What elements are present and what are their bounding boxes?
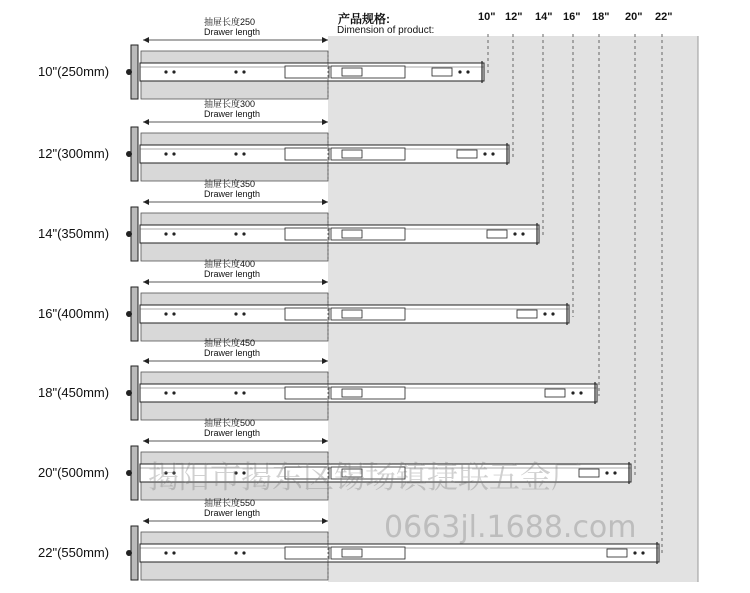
screw-hole-icon — [172, 312, 175, 315]
row-size-label: 10"(250mm) — [38, 64, 110, 79]
column-size-label: 12" — [505, 11, 523, 23]
arrow-left-icon — [143, 518, 149, 524]
drawer-length-label-cn: 抽屉长度450 — [204, 338, 256, 348]
screw-hole-icon — [242, 70, 245, 73]
screw-hole-icon — [242, 312, 245, 315]
screw-hole-icon — [613, 471, 616, 474]
drawer-length-label-en: Drawer length — [204, 109, 261, 119]
drawer-length-label-en: Drawer length — [204, 189, 261, 199]
bumper-icon — [126, 151, 132, 157]
bumper-icon — [126, 550, 132, 556]
screw-hole-icon — [234, 391, 237, 394]
arrow-right-icon — [322, 518, 328, 524]
bumper-icon — [126, 69, 132, 75]
screw-hole-icon — [571, 391, 574, 394]
drawer-length-label-en: Drawer length — [204, 508, 261, 518]
screw-hole-icon — [234, 551, 237, 554]
drawer-length-label-cn: 抽屉长度250 — [204, 17, 256, 27]
drawer-length-label-en: Drawer length — [204, 27, 261, 37]
bumper-icon — [126, 311, 132, 317]
slide-inner-member — [285, 387, 329, 399]
screw-hole-icon — [172, 152, 175, 155]
bumper-icon — [126, 231, 132, 237]
drawer-length-label-cn: 抽屉长度300 — [204, 99, 256, 109]
slide-inner-member — [285, 467, 329, 479]
screw-hole-icon — [164, 471, 167, 474]
screw-hole-icon — [234, 312, 237, 315]
screw-hole-icon — [164, 551, 167, 554]
slide-inner-member — [285, 547, 329, 559]
screw-hole-icon — [491, 152, 494, 155]
screw-hole-icon — [543, 312, 546, 315]
cabinet-wall — [131, 287, 138, 341]
arrow-left-icon — [143, 279, 149, 285]
product-dimension-title-cn: 产品规格: — [338, 12, 390, 26]
arrow-left-icon — [143, 199, 149, 205]
screw-hole-icon — [172, 232, 175, 235]
screw-hole-icon — [234, 232, 237, 235]
arrow-right-icon — [322, 438, 328, 444]
screw-hole-icon — [551, 312, 554, 315]
slide-inner-member — [285, 228, 329, 240]
drawer-length-label-en: Drawer length — [204, 269, 261, 279]
screw-hole-icon — [513, 232, 516, 235]
screw-hole-icon — [633, 551, 636, 554]
screw-hole-icon — [172, 471, 175, 474]
cabinet-wall — [131, 127, 138, 181]
cabinet-wall — [131, 207, 138, 261]
drawer-length-label-cn: 抽屉长度400 — [204, 259, 256, 269]
drawer-length-label-cn: 抽屉长度500 — [204, 418, 256, 428]
row-size-label: 16"(400mm) — [38, 306, 110, 321]
slide-inner-member — [285, 66, 329, 78]
slide-inner-member — [285, 308, 329, 320]
screw-hole-icon — [242, 391, 245, 394]
cabinet-wall — [131, 45, 138, 99]
arrow-left-icon — [143, 438, 149, 444]
screw-hole-icon — [164, 70, 167, 73]
screw-hole-icon — [579, 391, 582, 394]
arrow-right-icon — [322, 119, 328, 125]
drawer-length-label-cn: 抽屉长度550 — [204, 498, 256, 508]
screw-hole-icon — [172, 70, 175, 73]
screw-hole-icon — [242, 152, 245, 155]
screw-hole-icon — [521, 232, 524, 235]
arrow-right-icon — [322, 199, 328, 205]
screw-hole-icon — [164, 391, 167, 394]
screw-hole-icon — [234, 152, 237, 155]
screw-hole-icon — [164, 312, 167, 315]
screw-hole-icon — [164, 232, 167, 235]
bumper-icon — [126, 390, 132, 396]
column-size-label: 16" — [563, 11, 581, 23]
row-size-label: 18"(450mm) — [38, 385, 110, 400]
drawer-length-label-en: Drawer length — [204, 348, 261, 358]
watermark-company: 揭阳市揭东区锡场镇捷联五金厂 — [148, 460, 582, 496]
row-size-label: 14"(350mm) — [38, 226, 110, 241]
screw-hole-icon — [466, 70, 469, 73]
row-size-label: 20"(500mm) — [38, 465, 110, 480]
screw-hole-icon — [641, 551, 644, 554]
screw-hole-icon — [605, 471, 608, 474]
screw-hole-icon — [234, 471, 237, 474]
slide-inner-member — [285, 148, 329, 160]
arrow-right-icon — [322, 358, 328, 364]
arrow-left-icon — [143, 358, 149, 364]
column-size-label: 20" — [625, 11, 643, 23]
column-size-label: 18" — [592, 11, 610, 23]
screw-hole-icon — [242, 551, 245, 554]
watermark-url: 0663jl.1688.com — [384, 510, 637, 545]
product-dimension-title-en: Dimension of product: — [337, 25, 435, 36]
arrow-left-icon — [143, 37, 149, 43]
row-size-label: 12"(300mm) — [38, 146, 110, 161]
cabinet-wall — [131, 366, 138, 420]
screw-hole-icon — [164, 152, 167, 155]
drawer-length-label-cn: 抽屉长度350 — [204, 179, 256, 189]
arrow-right-icon — [322, 279, 328, 285]
arrow-left-icon — [143, 119, 149, 125]
column-size-label: 14" — [535, 11, 553, 23]
row-size-label: 22"(550mm) — [38, 545, 110, 560]
screw-hole-icon — [172, 551, 175, 554]
cabinet-wall — [131, 446, 138, 500]
drawer-length-label-en: Drawer length — [204, 428, 261, 438]
screw-hole-icon — [172, 391, 175, 394]
column-size-label: 22" — [655, 11, 673, 23]
column-size-label: 10" — [478, 11, 496, 23]
screw-hole-icon — [483, 152, 486, 155]
screw-hole-icon — [242, 232, 245, 235]
screw-hole-icon — [234, 70, 237, 73]
screw-hole-icon — [458, 70, 461, 73]
bumper-icon — [126, 470, 132, 476]
screw-hole-icon — [242, 471, 245, 474]
cabinet-wall — [131, 526, 138, 580]
arrow-right-icon — [322, 37, 328, 43]
